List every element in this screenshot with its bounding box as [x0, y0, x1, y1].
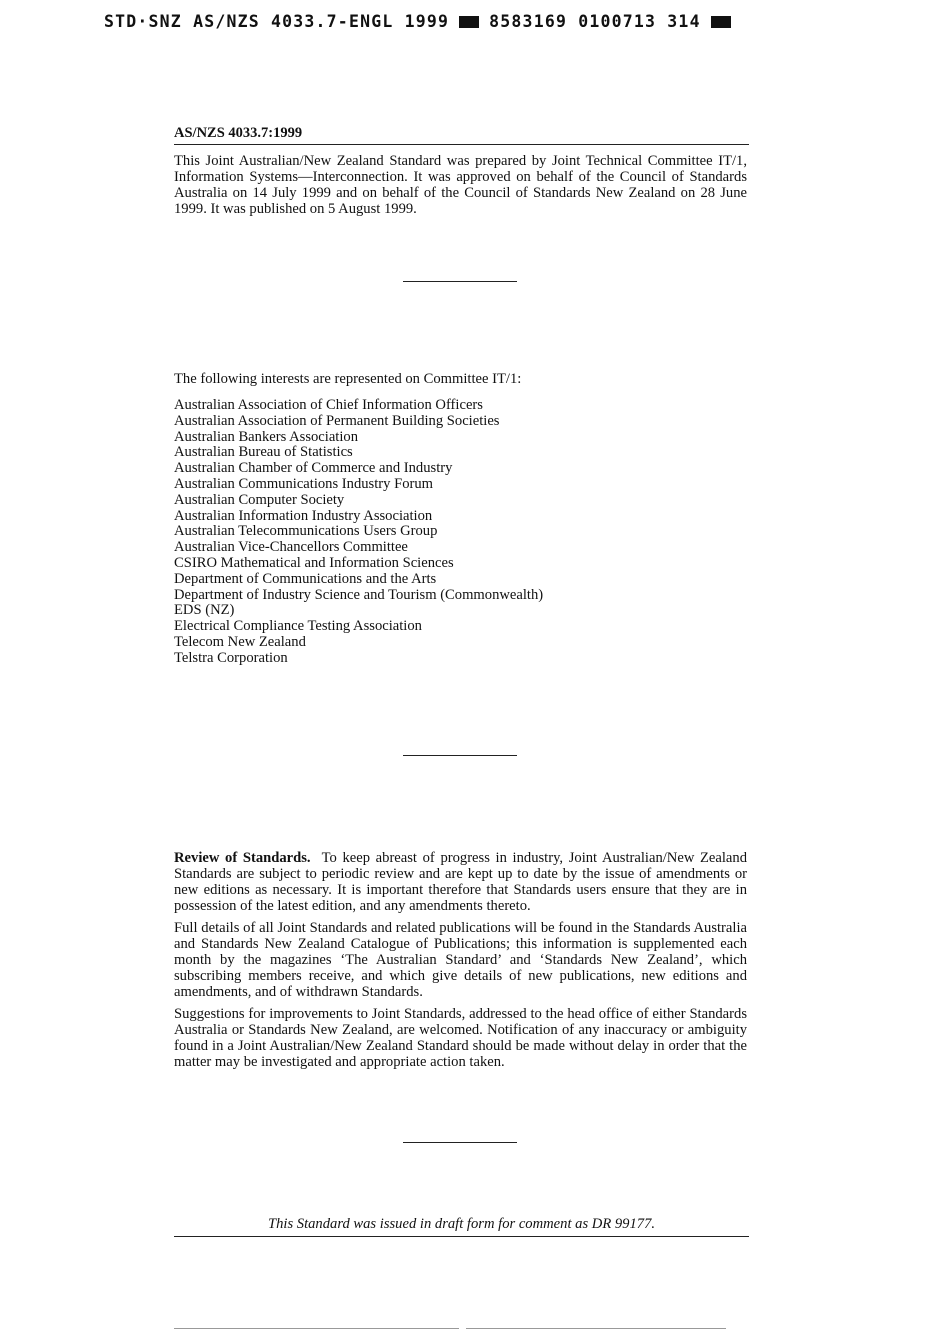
- review-paragraph-3: Suggestions for improvements to Joint Standards, addressed to the head office of either Standards Australia or Standards New Zealand, are welcomed. Notification of any inaccuracy or ambiguity found in a Joint Australian/New Zealand Standard should be made without delay in order that the matter may be investigated and appropriate action taken.: [174, 1006, 747, 1070]
- document-header-strip: [104, 12, 864, 31]
- draft-note: This Standard was issued in draft form for comment as DR 99177.: [174, 1216, 749, 1237]
- interest-item: Australian Computer Society: [174, 491, 345, 508]
- review-paragraph-1: [174, 850, 747, 914]
- header-block-mark: [459, 16, 479, 28]
- interest-item: Australian Information Industry Association: [174, 507, 433, 524]
- interest-item: Australian Bureau of Statistics: [174, 444, 353, 461]
- bottom-edge-line: [174, 1328, 459, 1329]
- interests-list: [174, 398, 543, 667]
- header-strip-left: STD·SNZ AS/NZS 4033.7-ENGL 1999: [104, 12, 450, 31]
- interests-intro: The following interests are represented on Committee IT/1:: [174, 371, 522, 387]
- interest-item: Telecom New Zealand: [174, 633, 306, 650]
- review-heading: Review of Standards.: [174, 850, 311, 866]
- review-section: [174, 850, 747, 1076]
- interest-item: Australian Communications Industry Forum: [174, 475, 434, 492]
- interest-item: Australian Vice-Chancellors Committee: [174, 539, 408, 556]
- header-strip-number: 8583169 0100713 314: [489, 12, 701, 31]
- interest-item: Electrical Compliance Testing Association: [174, 618, 422, 635]
- interest-item: Australian Association of Permanent Building Societies: [174, 412, 500, 429]
- interest-item: Australian Chamber of Commerce and Industry: [174, 460, 453, 477]
- bottom-edge-line: [466, 1328, 726, 1329]
- approval-paragraph: [174, 153, 747, 223]
- interest-item: Australian Bankers Association: [174, 428, 359, 445]
- section-divider: [403, 281, 517, 282]
- section-divider: [403, 755, 517, 756]
- standard-identifier: AS/NZS 4033.7:1999: [174, 125, 749, 145]
- section-divider: [403, 1142, 517, 1143]
- interest-item: Department of Communications and the Arts: [174, 570, 437, 587]
- interest-item: Australian Telecommunications Users Group: [174, 523, 438, 540]
- approval-text: This Joint Australian/New Zealand Standard was prepared by Joint Technical Committee IT/1, Information Systems—Interconnection. It was approved on behalf of the Council of Standards Australia on 14 July 1999 and on behalf of the Council of Standards New Zealand on 28 June 1999. It was published on 5 August 1999.: [174, 153, 747, 217]
- interest-item: CSIRO Mathematical and Information Sciences: [174, 554, 454, 571]
- interest-item: Department of Industry Science and Tourism (Commonwealth): [174, 586, 544, 603]
- interest-item: EDS (NZ): [174, 602, 235, 619]
- review-text-1: To keep abreast of progress in industry, Joint Australian/New Zealand Standards are subject to periodic review and are kept up to date by the issue of amendments or new editions as necessary. It is important therefore that Standards users ensure that they are in possession of the latest edition, and any amendments thereto.: [174, 850, 747, 914]
- interest-item: Australian Association of Chief Information Officers: [174, 397, 483, 413]
- header-block-mark-end: [711, 16, 731, 28]
- review-paragraph-2: Full details of all Joint Standards and related publications will be found in the Standards Australia and Standards New Zealand Catalogue of Publications; this information is supplemented each month by the magazines ‘The Australian Standard’ and ‘Standards New Zealand’, which subscribing members receive, and which give details of new publications, new editions and amendments, and of withdrawn Standards.: [174, 920, 747, 1000]
- interest-item: Telstra Corporation: [174, 649, 288, 666]
